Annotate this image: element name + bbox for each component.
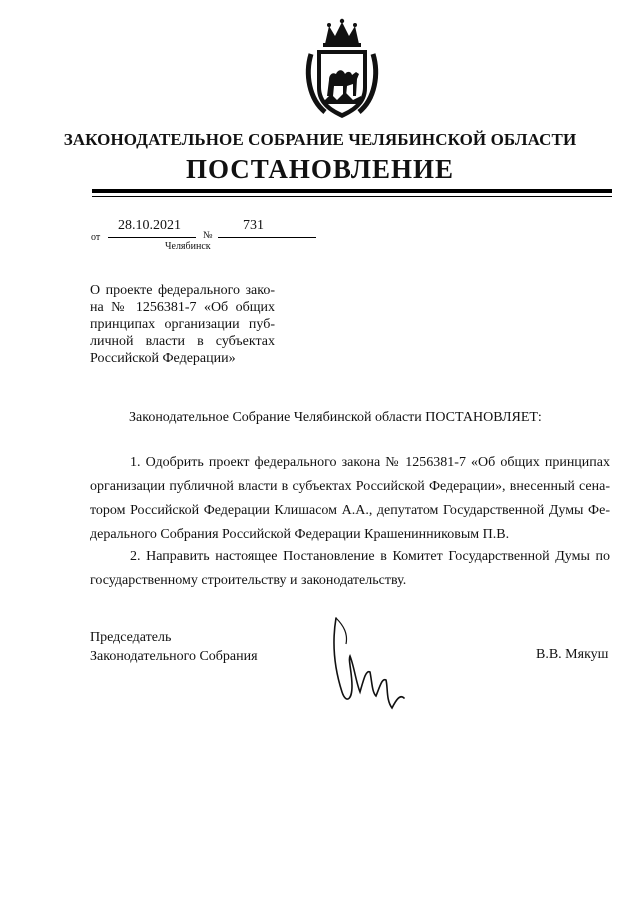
subject-line: Российской Федерации»	[90, 351, 236, 366]
signature-icon	[322, 612, 414, 712]
number-prefix: №	[203, 230, 213, 241]
subject-line: О проекте федерального зако-	[90, 283, 275, 298]
header-rule-thin	[92, 196, 612, 197]
paragraph-line: тором Российской Федерации Клишасом А.А., депутатом Государственной Думы Фе-	[90, 503, 610, 518]
document-date: 28.10.2021	[118, 218, 181, 233]
subject-line: на № 1256381-7 «Об общих	[90, 300, 275, 315]
paragraph-1	[90, 451, 610, 547]
paragraph-line: 2. Направить настоящее Постановление в Комитет Государственной Думы по	[130, 549, 610, 564]
date-underline	[108, 237, 196, 238]
number-underline	[218, 237, 316, 238]
organization-title: ЗАКОНОДАТЕЛЬНОЕ СОБРАНИЕ ЧЕЛЯБИНСКОЙ ОБЛАСТИ	[63, 130, 577, 149]
position-line: Законодательного Собрания	[90, 649, 258, 664]
signer-position	[90, 628, 258, 666]
document-subject	[90, 282, 275, 367]
paragraph-2	[90, 545, 610, 593]
header-rule-thick	[92, 189, 612, 193]
subject-line: личной власти в субъектах	[90, 334, 275, 349]
paragraph-line: 1. Одобрить проект федерального закона № 1256381-7 «Об общих принципах	[130, 455, 610, 470]
coat-of-arms-icon	[301, 14, 383, 124]
document-type-title: ПОСТАНОВЛЕНИЕ	[185, 154, 455, 184]
paragraph-line: государственному строительству и законодательству.	[90, 573, 407, 588]
paragraph-line: дерального Собрания Российской Федерации Крашенинниковым П.В.	[90, 527, 510, 542]
position-line: Председатель	[90, 630, 172, 645]
subject-line: принципах организации пуб-	[90, 317, 275, 332]
paragraph-line: организации публичной власти в субъектах Российской Федерации», внесенный сена-	[90, 479, 610, 494]
date-prefix: от	[91, 232, 101, 243]
signer-name: В.В. Мякуш	[536, 647, 609, 662]
resolution-preamble: Законодательное Собрание Челябинской области ПОСТАНОВЛЯЕТ:	[129, 410, 542, 425]
city-label: Челябинск	[165, 241, 211, 252]
document-number: 731	[243, 218, 264, 233]
